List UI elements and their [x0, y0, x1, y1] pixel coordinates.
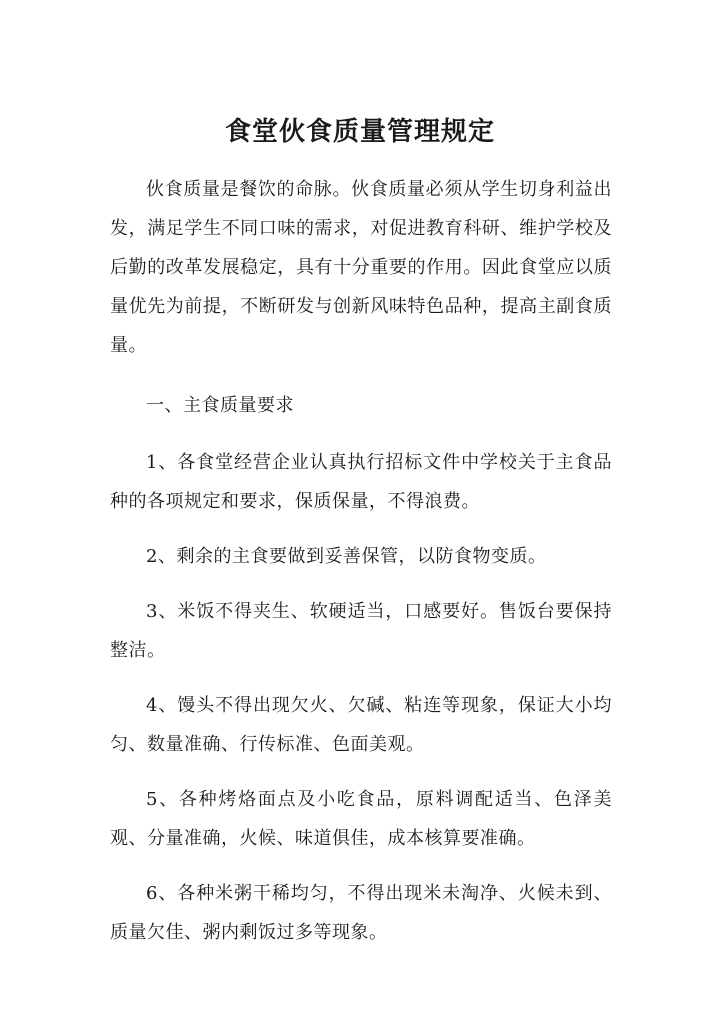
- list-item: 5、各种烤烙面点及小吃食品，原料调配适当、色泽美观、分量准确，火候、味道俱佳，成本核算要准确。: [110, 789, 612, 849]
- section-heading: 一、主食质量要求: [146, 395, 294, 416]
- list-item: 6、各种米粥干稀均匀，不得出现米未淘净、火候未到、质量欠佳、粥内剩饭过多等现象。: [110, 883, 612, 943]
- list-item: 2、剩余的主食要做到妥善保管，以防食物变质。: [146, 546, 547, 567]
- list-item: 3、米饭不得夹生、软硬适当，口感要好。售饭台要保持整洁。: [110, 601, 612, 661]
- list-item: 4、馒头不得出现欠火、欠碱、粘连等现象，保证大小均匀、数量准确、行传标准、色面美观。: [110, 695, 612, 755]
- list-item: 1、各食堂经营企业认真执行招标文件中学校关于主食品种的各项规定和要求，保质保量，不得浪费。: [110, 452, 612, 512]
- document-title: 食堂伙食质量管理规定: [224, 117, 495, 147]
- intro-paragraph: 伙食质量是餐饮的命脉。伙食质量必须从学生切身利益出发，满足学生不同口味的需求，对促进教育科研、维护学校及后勤的改革发展稳定，具有十分重要的作用。因此食堂应以质量优先为前提，不断研发与创新风味特色品种，提高主副食质量。: [110, 179, 612, 356]
- document-body: [110, 170, 612, 968]
